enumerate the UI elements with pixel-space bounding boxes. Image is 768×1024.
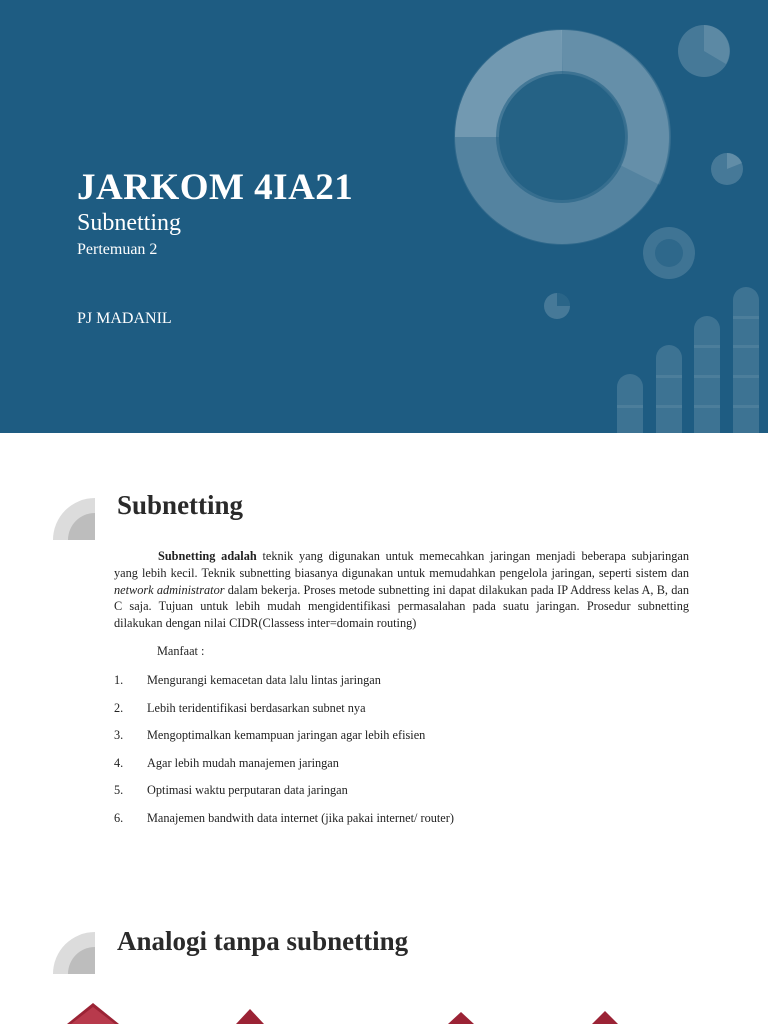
list-item-text: Optimasi waktu perputaran data jaringan [147,783,348,798]
para-text-2: dalam bekerja. Proses metode subnetting ini dapat dilakukan pada IP Address kelas A, B, dan C saja. Tujuan untuk lebih mudah mengidentifikasi permasalahan pada suatu jaringan. Prosedur subnetting dilakukan dengan nilai CIDR(Classess inter=domain routing) [114,582,689,631]
section-heading-subnetting: Subnetting [117,490,244,520]
cover-title: JARKOM 4IA21 [77,167,354,208]
cover-author: PJ MADANIL [77,310,172,327]
list-item-number: 5. [114,783,124,798]
list-item-text: Manajemen bandwith data internet (jika pakai internet/ router) [147,810,454,825]
cover-subtitle: Subnetting [77,210,182,236]
list-item-text: Mengoptimalkan kemampuan jaringan agar lebih efisien [147,728,426,743]
list-item-number: 6. [114,810,124,825]
para-text-1: teknik yang digunakan untuk memecahkan jaringan menjadi beberapa subjaringan yang lebih kecil. Teknik subnetting biasanya digunakan untuk memudahkan pengelola jaringan, seperti sistem dan [114,549,689,580]
list-item-text: Mengurangi kemacetan data lalu lintas jaringan [147,673,381,687]
list-item-text: Lebih teridentifikasi berdasarkan subnet nya [147,700,366,715]
para-bold-term: Subnetting adalah [158,549,257,563]
list-item-text: Agar lebih mudah manajemen jaringan [147,755,339,770]
list-item-number: 1. [114,673,124,687]
cover-session: Pertemuan 2 [77,241,158,258]
list-item-number: 4. [114,755,124,770]
content-slide [0,433,768,1024]
house-roofs-illustration [0,1003,768,1024]
manfaat-label: Manfaat : [157,644,205,658]
section-marker-icon [52,931,96,977]
section-heading-analogi: Analogi tanpa subnetting [117,926,409,956]
para-italic-term: network administrator [114,582,225,597]
list-item-number: 3. [114,728,124,743]
subnetting-paragraph [114,548,689,632]
list-item-number: 2. [114,700,124,715]
cover-slide [0,0,768,433]
section-marker-icon [52,497,96,543]
